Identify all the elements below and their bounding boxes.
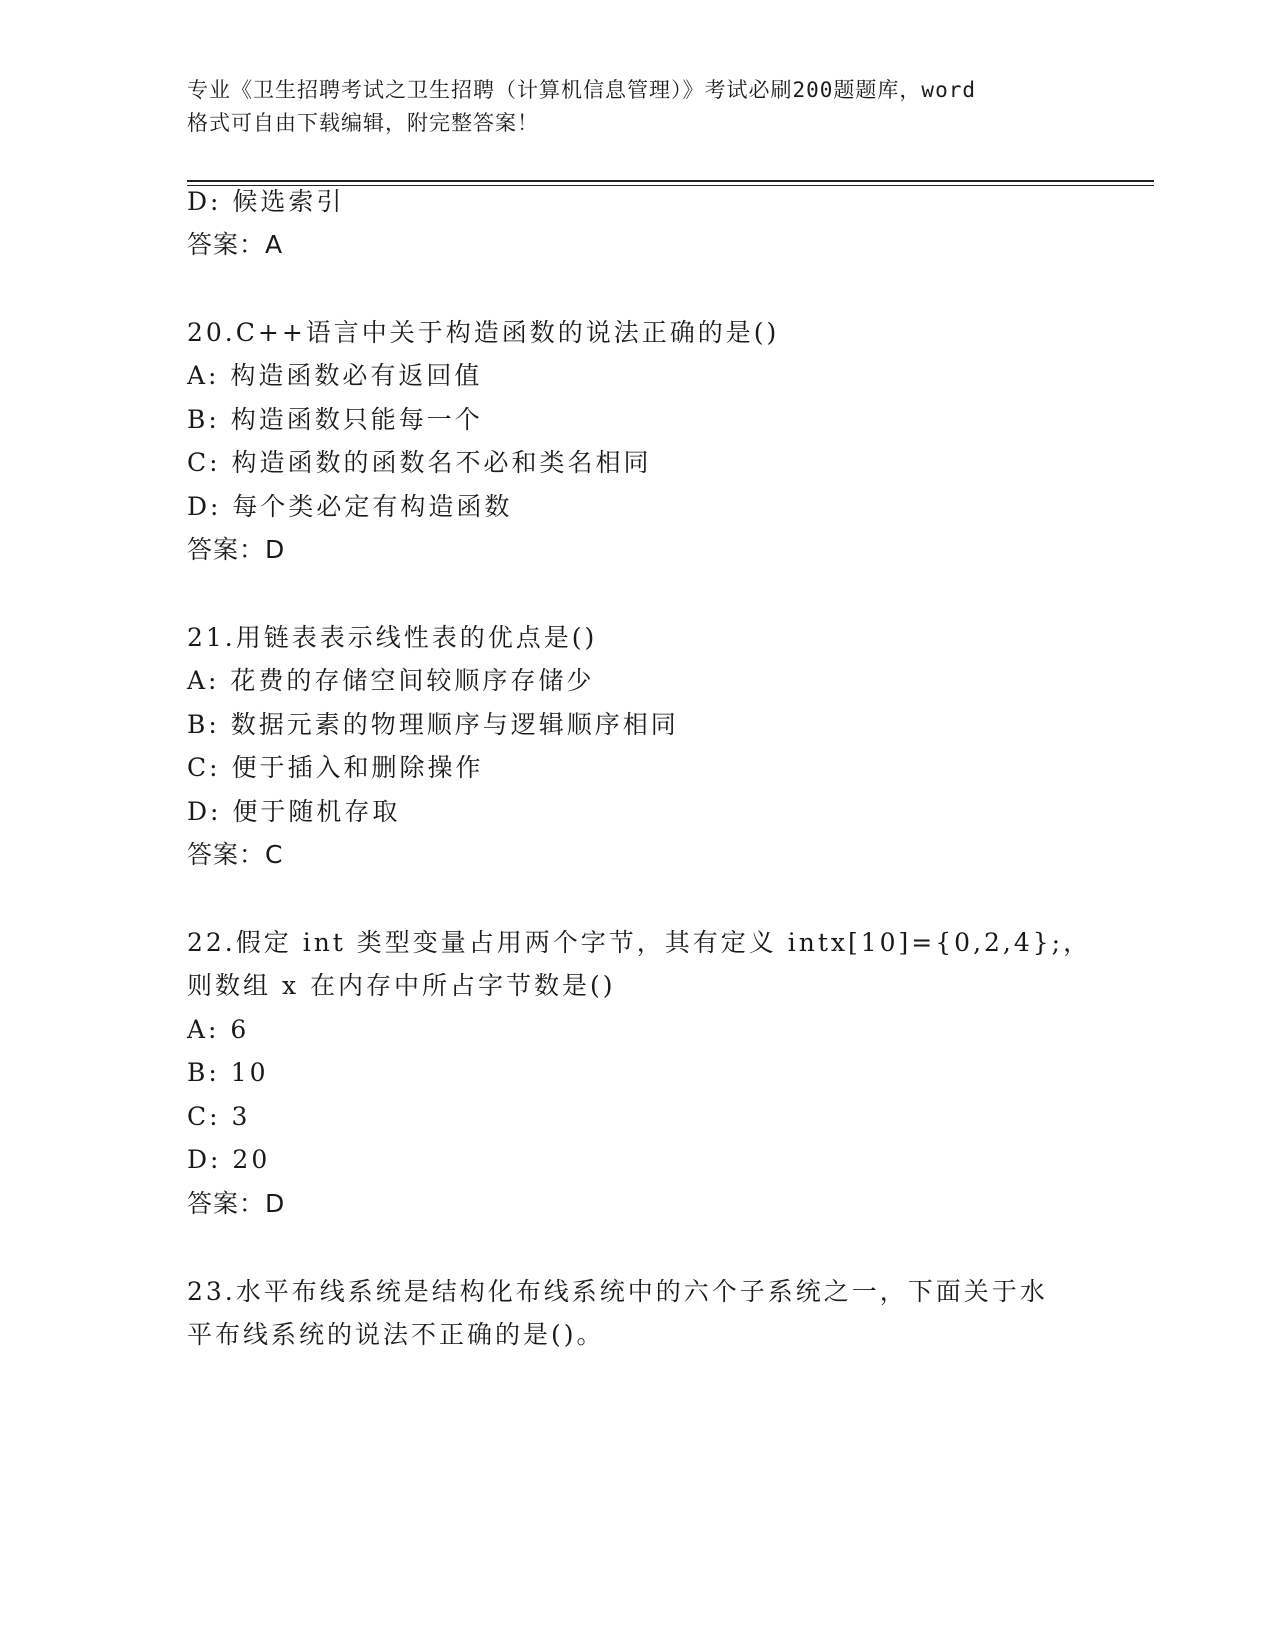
q20-option-d: D: 每个类必定有构造函数	[187, 492, 513, 521]
q22-question-line-2: 则数组 x 在内存中所占字节数是()	[187, 971, 616, 1000]
header-title-line-1: 专业《卫生招聘考试之卫生招聘（计算机信息管理）》考试必刷200题题库，word	[187, 78, 976, 102]
q21-answer: 答案：C	[187, 840, 284, 869]
q22-answer: 答案：D	[187, 1189, 286, 1218]
q22-option-b: B: 10	[187, 1058, 269, 1087]
q20-answer: 答案：D	[187, 535, 286, 564]
q22-question-line-1: 22.假定 int 类型变量占用两个字节，其有定义 intx[10]={0,2,4};，	[187, 928, 1092, 957]
q21-option-a: A: 花费的存储空间较顺序存储少	[187, 666, 595, 695]
q23-question-line-2: 平布线系统的说法不正确的是()。	[187, 1320, 605, 1349]
header-divider-thick	[187, 180, 1154, 182]
prev-option-d: D: 候选索引	[187, 187, 345, 216]
q23-question-line-1: 23.水平布线系统是结构化布线系统中的六个子系统之一，下面关于水	[187, 1277, 1048, 1306]
q22-option-d: D: 20	[187, 1145, 271, 1174]
q21-option-b: B: 数据元素的物理顺序与逻辑顺序相同	[187, 710, 679, 739]
q21-option-d: D: 便于随机存取	[187, 797, 401, 826]
q20-option-b: B: 构造函数只能每一个	[187, 405, 483, 434]
q20-option-c: C: 构造函数的函数名不必和类名相同	[187, 448, 652, 477]
q22-option-a: A: 6	[187, 1015, 250, 1044]
header-title-line-2: 格式可自由下载编辑，附完整答案！	[187, 111, 539, 135]
q21-option-c: C: 便于插入和删除操作	[187, 753, 484, 782]
prev-answer: 答案：A	[187, 230, 284, 259]
q20-question: 20.C++语言中关于构造函数的说法正确的是()	[187, 318, 780, 347]
q22-option-c: C: 3	[187, 1102, 251, 1131]
q20-option-a: A: 构造函数必有返回值	[187, 361, 483, 390]
document-header	[187, 74, 1087, 140]
q21-question: 21.用链表表示线性表的优点是()	[187, 623, 598, 652]
